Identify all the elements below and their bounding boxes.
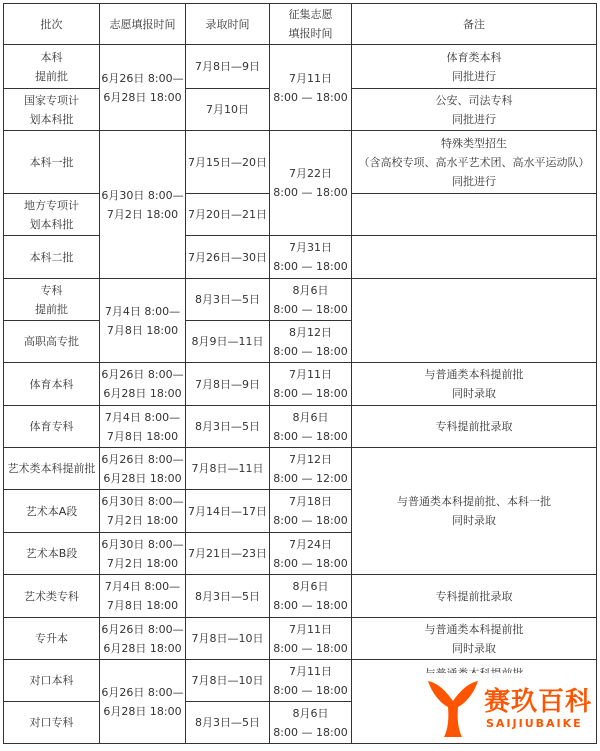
cell-text-line: 7月21日—23日 (188, 547, 267, 560)
cell-admit-time (186, 363, 270, 406)
cell-text-line: 同时录取 (452, 514, 496, 527)
cell-fill-time (100, 131, 186, 279)
cell-admit-time (186, 490, 270, 533)
cell-text-line: 8月3日—5日 (195, 716, 260, 729)
cell-text-line: 本科 (40, 50, 63, 64)
cell-text-line: 地方专项计 (24, 198, 79, 212)
cell-text-line: 提前批 (35, 69, 68, 83)
cell-text-line: 7月8日 18:00 (106, 323, 179, 337)
cell-text-line: 7月24日 (289, 537, 332, 551)
watermark-logo (422, 673, 592, 743)
cell-collect-time (270, 321, 352, 363)
cell-text-line: 8:00 — 18:00 (273, 260, 348, 273)
cell-text-line: 8:00 — 18:00 (273, 344, 348, 358)
cell-text-line: 特殊类型招生 (441, 136, 507, 150)
watermark-en-text: SAIJIUBAIKE (486, 717, 583, 730)
cell-collect-time (270, 702, 352, 744)
cell-text-line: 专科提前批录取 (435, 589, 513, 603)
cell-batch (4, 618, 100, 660)
cell-text-line: 8月3日—5日 (195, 293, 260, 306)
cell-collect-time (270, 363, 352, 406)
cell-collect-time (270, 448, 352, 490)
cell-text-line: 8月6日 (292, 283, 329, 297)
cell-text-line: 8:00 — 18:00 (273, 641, 348, 655)
cell-text-line: （含高校专项、高水平艺术团、高水平运动队） (358, 155, 590, 169)
cell-note (352, 575, 597, 618)
cell-text-line: 专升本 (35, 632, 68, 645)
cell-note (352, 363, 597, 406)
cell-text-line: 高职高专批 (24, 335, 79, 348)
cell-text-line: 7月26日—30日 (188, 250, 267, 264)
cell-text-line: 8月6日 (292, 410, 329, 424)
cell-text-line: 7月20日—21日 (188, 208, 267, 221)
cell-text-line: 同批进行 (452, 112, 496, 126)
cell-text-line: 8月9日—11日 (191, 335, 264, 348)
cell-text-line: 6月26日 8:00— (101, 71, 184, 85)
cell-admit-time (186, 45, 270, 89)
cell-admit-time (186, 321, 270, 363)
cell-admit-time (186, 131, 270, 194)
cell-text-line: 7月8日—9日 (195, 377, 260, 391)
whale-tail-icon (424, 675, 482, 741)
cell-text-line: 6月28日 18:00 (103, 471, 182, 485)
cell-collect-time (270, 131, 352, 236)
cell-batch (4, 406, 100, 448)
cell-text-line: 征集志愿 (288, 8, 333, 21)
cell-text-line: 8月3日—5日 (195, 589, 260, 603)
cell-text-line: 6月28日 18:00 (103, 704, 182, 718)
cell-admit-time (186, 533, 270, 575)
cell-text-line: 划本科批 (29, 217, 74, 231)
cell-admit-time (186, 89, 270, 131)
cell-text-line: 对口专科 (29, 716, 74, 729)
cell-text-line: 7月8日 18:00 (106, 429, 179, 443)
cell-batch (4, 279, 100, 321)
cell-admit-time (186, 660, 270, 702)
admission-schedule-table (3, 3, 597, 744)
cell-text-line: 体育本科 (29, 377, 74, 391)
table-row (4, 236, 597, 279)
cell-text-line: 7月2日 18:00 (106, 207, 179, 221)
cell-text-line: 公安、司法专科 (435, 93, 513, 107)
cell-fill-time (100, 490, 186, 533)
cell-text-line: 8月6日 (292, 706, 329, 720)
cell-text-line: 6月30日 8:00— (101, 188, 184, 202)
cell-fill-time (100, 406, 186, 448)
cell-text-line: 艺术类专科 (24, 589, 79, 603)
table-row (4, 618, 597, 660)
cell-text-line: 8:00 — 12:00 (273, 471, 348, 485)
cell-batch (4, 45, 100, 89)
cell-note (352, 131, 597, 194)
cell-note-empty (352, 279, 597, 363)
cell-admit-time (186, 194, 270, 236)
cell-note (352, 618, 597, 660)
cell-text-line: 8月6日 (292, 580, 329, 593)
cell-fill-time (100, 575, 186, 618)
cell-text-line: 7月4日 8:00— (104, 580, 181, 593)
cell-fill-time (100, 618, 186, 660)
cell-text-line: 7月2日 18:00 (106, 556, 179, 570)
cell-text-line: 艺术本A段 (25, 504, 78, 518)
cell-fill-time (100, 448, 186, 490)
cell-collect-time (270, 490, 352, 533)
cell-batch (4, 702, 100, 744)
cell-collect-time (270, 45, 352, 131)
cell-text-line: 7月8日—11日 (191, 462, 264, 475)
cell-text-line: 8:00 — 18:00 (273, 186, 348, 199)
cell-text-line: 同时录取 (452, 641, 496, 655)
table-row (4, 406, 597, 448)
cell-text-line: 8:00 — 18:00 (273, 387, 348, 400)
table-row (4, 279, 597, 321)
cell-text-line: 体育专科 (29, 420, 74, 433)
cell-text-line: 8:00 — 18:00 (273, 599, 348, 612)
cell-text-line: 7月8日—9日 (195, 60, 260, 73)
cell-text-line: 本科一批 (29, 155, 74, 169)
header-batch: 批次 (4, 4, 100, 45)
cell-admit-time (186, 448, 270, 490)
table-row (4, 448, 597, 490)
cell-admit-time (186, 618, 270, 660)
cell-text-line: 同批进行 (452, 69, 496, 83)
cell-text-line: 6月30日 8:00— (101, 537, 184, 551)
cell-note (352, 406, 597, 448)
cell-text-line: 7月10日 (206, 103, 249, 116)
cell-text-line: 6月26日 8:00— (101, 368, 184, 381)
header-collect-time (270, 4, 352, 45)
cell-batch (4, 448, 100, 490)
header-admit-time: 录取时间 (186, 4, 270, 45)
cell-text-line: 7月11日 (289, 622, 332, 636)
cell-text-line: 与普通类本科提前批 (424, 368, 524, 381)
cell-note (352, 45, 597, 89)
cell-collect-time (270, 575, 352, 618)
cell-text-line: 7月8日 18:00 (106, 599, 179, 612)
table-row (4, 575, 597, 618)
cell-batch (4, 236, 100, 279)
cell-text-line: 专科 (40, 283, 63, 297)
cell-collect-time (270, 618, 352, 660)
cell-text-line: 国家专项计 (24, 93, 79, 107)
cell-text-line: 7月12日 (289, 452, 332, 466)
cell-text-line: 7月4日 8:00— (104, 410, 181, 424)
cell-admit-time (186, 279, 270, 321)
cell-note-empty (352, 236, 597, 279)
table-row (4, 45, 597, 89)
cell-text-line: 6月28日 18:00 (103, 90, 182, 104)
cell-text-line: 7月11日 (289, 664, 332, 678)
cell-text-line: 8月12日 (289, 325, 332, 339)
cell-text-line: 艺术类本科提前批 (7, 462, 96, 475)
cell-fill-time (100, 45, 186, 131)
cell-text-line: 6月26日 8:00— (101, 622, 184, 636)
cell-fill-time (100, 533, 186, 575)
cell-text-line: 7月11日 (289, 71, 332, 85)
cell-batch (4, 363, 100, 406)
cell-fill-time (100, 279, 186, 363)
cell-admit-time (186, 702, 270, 744)
cell-fill-time (100, 363, 186, 406)
cell-text-line: 与普通类本科提前批 (424, 622, 524, 636)
cell-text-line: 8:00 — 18:00 (273, 556, 348, 570)
cell-text-line: 7月15日—20日 (188, 155, 267, 169)
cell-batch (4, 660, 100, 702)
cell-note-empty (352, 194, 597, 236)
cell-text-line: 专科提前批录取 (435, 420, 513, 433)
cell-batch (4, 131, 100, 194)
cell-text-line: 艺术本B段 (25, 547, 78, 560)
cell-batch (4, 575, 100, 618)
cell-text-line: 8:00 — 18:00 (273, 725, 348, 739)
cell-text-line: 7月14日—17日 (188, 504, 267, 518)
cell-admit-time (186, 406, 270, 448)
cell-text-line: 7月4日 8:00— (104, 304, 181, 318)
cell-note (352, 89, 597, 131)
cell-text-line: 填报时间 (288, 27, 333, 40)
cell-text-line: 6月28日 18:00 (103, 387, 182, 400)
cell-text-line: 6月26日 8:00— (101, 452, 184, 466)
cell-text-line: 7月8日—10日 (191, 674, 264, 687)
cell-admit-time (186, 236, 270, 279)
cell-text-line: 与普通类本科提前批、本科一批 (397, 495, 551, 508)
cell-batch (4, 321, 100, 363)
table-row (4, 131, 597, 194)
cell-text-line: 8:00 — 18:00 (273, 302, 348, 316)
cell-text-line: 8:00 — 18:00 (273, 90, 348, 104)
cell-text-line: 7月11日 (289, 368, 332, 381)
cell-collect-time (270, 406, 352, 448)
cell-batch (4, 533, 100, 575)
watermark-cn-text: 赛玖百科 (484, 687, 593, 717)
cell-collect-time (270, 660, 352, 702)
cell-text-line: 体育类本科 (446, 50, 502, 64)
cell-collect-time (270, 279, 352, 321)
cell-text-line: 7月18日 (289, 495, 332, 508)
cell-text-line: 同时录取 (452, 387, 496, 400)
cell-text-line: 6月26日 8:00— (101, 685, 184, 699)
cell-text-line: 8:00 — 18:00 (273, 514, 348, 527)
cell-text-line: 6月30日 8:00— (101, 495, 184, 508)
cell-admit-time (186, 575, 270, 618)
cell-note (352, 448, 597, 575)
cell-text-line: 本科二批 (29, 250, 74, 264)
cell-text-line: 同批进行 (452, 174, 496, 188)
cell-text-line: 7月22日 (289, 167, 332, 180)
header-note: 备注 (352, 4, 597, 45)
cell-batch (4, 490, 100, 533)
table-header-row (4, 4, 597, 45)
cell-text-line: 8:00 — 18:00 (273, 429, 348, 443)
cell-text-line: 提前批 (35, 302, 68, 316)
header-fill-time (100, 4, 186, 45)
cell-text-line: 划本科批 (29, 112, 74, 126)
cell-text-line: 7月31日 (289, 241, 332, 254)
cell-text-line: 7月2日 18:00 (106, 514, 179, 527)
cell-batch (4, 89, 100, 131)
cell-collect-time (270, 533, 352, 575)
cell-text-line: 8:00 — 18:00 (273, 683, 348, 697)
cell-collect-time (270, 236, 352, 279)
cell-text-line: 6月28日 18:00 (103, 641, 182, 655)
table-row (4, 363, 597, 406)
cell-fill-time (100, 660, 186, 744)
cell-batch (4, 194, 100, 236)
cell-text-line: 对口本科 (29, 674, 74, 687)
cell-text-line: 志愿填报时间 (109, 17, 176, 31)
cell-text-line: 8月3日—5日 (195, 420, 260, 433)
cell-text-line: 7月8日—10日 (191, 632, 264, 645)
